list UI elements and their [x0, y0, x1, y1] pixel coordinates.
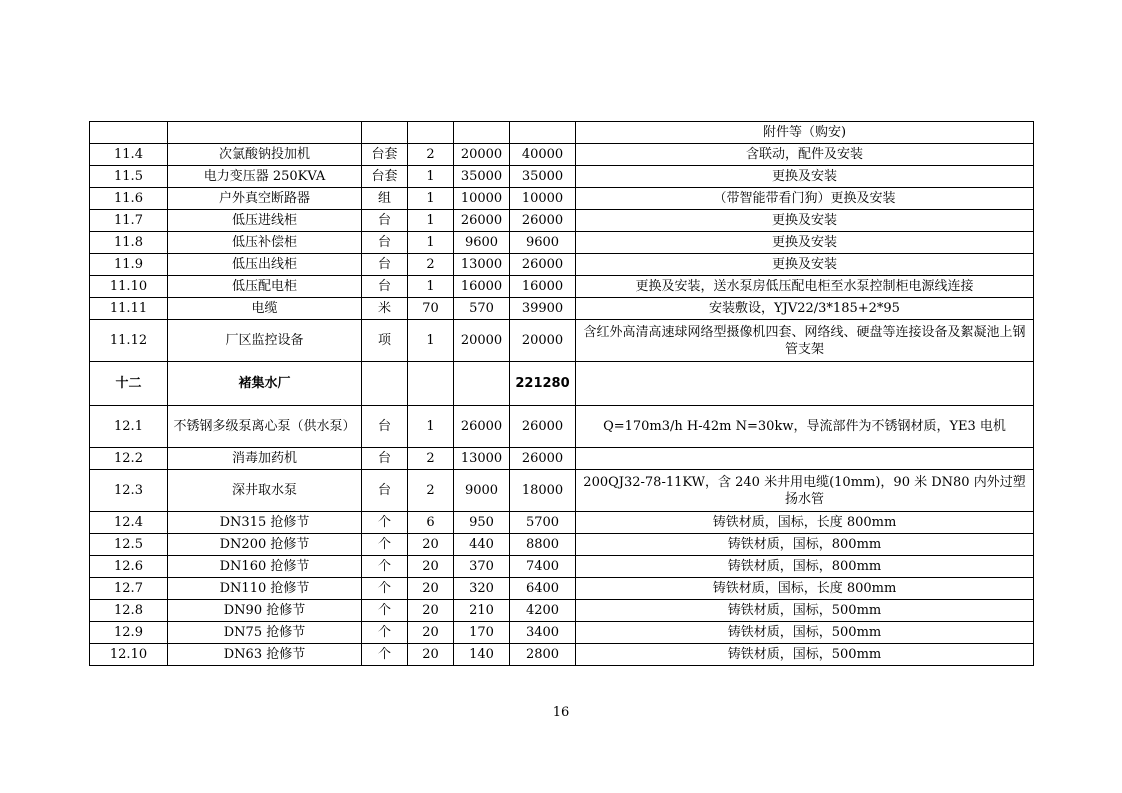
- unit-cell: 台: [362, 406, 408, 448]
- item-number-cell: 12.8: [90, 600, 168, 622]
- unit-price-cell: 950: [454, 512, 510, 534]
- total-price-cell: 8800: [510, 534, 576, 556]
- total-price-cell: [510, 122, 576, 144]
- quantity-cell: 2: [408, 254, 454, 276]
- total-price-cell: 20000: [510, 320, 576, 362]
- unit-cell: 组: [362, 188, 408, 210]
- table-row: [90, 298, 1034, 320]
- unit-cell: 台: [362, 470, 408, 512]
- item-number-cell: 十二: [90, 362, 168, 406]
- total-price-cell: 35000: [510, 166, 576, 188]
- unit-price-cell: 13000: [454, 448, 510, 470]
- item-name-cell: 电缆: [168, 298, 362, 320]
- quantity-cell: [408, 362, 454, 406]
- unit-price-cell: 26000: [454, 210, 510, 232]
- item-number-cell: 12.5: [90, 534, 168, 556]
- item-name-cell: 低压补偿柜: [168, 232, 362, 254]
- item-name-cell: DN75 抢修节: [168, 622, 362, 644]
- item-number-cell: 12.6: [90, 556, 168, 578]
- total-price-cell: 10000: [510, 188, 576, 210]
- unit-cell: 个: [362, 578, 408, 600]
- unit-cell: 个: [362, 512, 408, 534]
- quantity-cell: 20: [408, 644, 454, 666]
- quantity-cell: 1: [408, 406, 454, 448]
- item-name-cell: 低压出线柜: [168, 254, 362, 276]
- item-number-cell: 12.2: [90, 448, 168, 470]
- total-price-cell: 7400: [510, 556, 576, 578]
- unit-price-cell: 13000: [454, 254, 510, 276]
- total-price-cell: 39900: [510, 298, 576, 320]
- item-number-cell: 11.10: [90, 276, 168, 298]
- unit-price-cell: 16000: [454, 276, 510, 298]
- quantity-cell: 1: [408, 276, 454, 298]
- unit-cell: 个: [362, 600, 408, 622]
- item-name-cell: 褚集水厂: [168, 362, 362, 406]
- unit-price-cell: 10000: [454, 188, 510, 210]
- item-name-cell: DN90 抢修节: [168, 600, 362, 622]
- total-price-cell: 18000: [510, 470, 576, 512]
- unit-price-cell: 9000: [454, 470, 510, 512]
- remarks-cell: 铸铁材质，国标，500mm: [576, 644, 1034, 666]
- remarks-cell: 附件等（购安): [576, 122, 1034, 144]
- total-price-cell: 221280: [510, 362, 576, 406]
- total-price-cell: 9600: [510, 232, 576, 254]
- table-row: [90, 556, 1034, 578]
- quantity-cell: 2: [408, 448, 454, 470]
- item-name-cell: DN200 抢修节: [168, 534, 362, 556]
- unit-cell: 个: [362, 534, 408, 556]
- remarks-cell: 铸铁材质，国标，500mm: [576, 600, 1034, 622]
- item-number-cell: 12.3: [90, 470, 168, 512]
- unit-cell: 台: [362, 232, 408, 254]
- quantity-cell: 1: [408, 188, 454, 210]
- remarks-cell: 铸铁材质，国标，800mm: [576, 534, 1034, 556]
- unit-cell: 台: [362, 448, 408, 470]
- item-name-cell: 不锈钢多级泵离心泵（供水泵）: [168, 406, 362, 448]
- table-row: [90, 512, 1034, 534]
- remarks-cell: 200QJ32-78-11KW，含 240 米井用电缆(10mm)，90 米 DN80 内外过塑扬水管: [576, 470, 1034, 512]
- item-number-cell: 11.12: [90, 320, 168, 362]
- remarks-cell: 安装敷设，YJV22/3*185+2*95: [576, 298, 1034, 320]
- table-row: [90, 210, 1034, 232]
- item-number-cell: 11.9: [90, 254, 168, 276]
- table-row: [90, 470, 1034, 512]
- unit-price-cell: 210: [454, 600, 510, 622]
- item-name-cell: 低压配电柜: [168, 276, 362, 298]
- item-number-cell: 11.6: [90, 188, 168, 210]
- quantity-cell: 20: [408, 622, 454, 644]
- table-row: [90, 254, 1034, 276]
- quantity-cell: 20: [408, 600, 454, 622]
- quantity-cell: 2: [408, 144, 454, 166]
- table-row: [90, 600, 1034, 622]
- table-row: [90, 166, 1034, 188]
- unit-price-cell: 370: [454, 556, 510, 578]
- table-row: [90, 448, 1034, 470]
- unit-cell: 项: [362, 320, 408, 362]
- unit-price-cell: 440: [454, 534, 510, 556]
- unit-cell: 个: [362, 556, 408, 578]
- item-name-cell: DN160 抢修节: [168, 556, 362, 578]
- table-row: [90, 644, 1034, 666]
- item-name-cell: DN63 抢修节: [168, 644, 362, 666]
- unit-cell: 个: [362, 644, 408, 666]
- item-name-cell: 次氯酸钠投加机: [168, 144, 362, 166]
- total-price-cell: 5700: [510, 512, 576, 534]
- section-header-row: [90, 362, 1034, 406]
- table-row: [90, 232, 1034, 254]
- total-price-cell: 26000: [510, 448, 576, 470]
- unit-price-cell: 170: [454, 622, 510, 644]
- item-name-cell: 低压进线柜: [168, 210, 362, 232]
- item-number-cell: 11.4: [90, 144, 168, 166]
- remarks-cell: Q=170m3/h H-42m N=30kw，导流部件为不锈钢材质，YE3 电机: [576, 406, 1034, 448]
- unit-cell: 台套: [362, 144, 408, 166]
- unit-price-cell: [454, 122, 510, 144]
- unit-price-cell: 20000: [454, 144, 510, 166]
- remarks-cell: （带智能带看门狗）更换及安装: [576, 188, 1034, 210]
- total-price-cell: 6400: [510, 578, 576, 600]
- unit-price-cell: 26000: [454, 406, 510, 448]
- total-price-cell: 40000: [510, 144, 576, 166]
- unit-price-cell: 570: [454, 298, 510, 320]
- unit-price-cell: 140: [454, 644, 510, 666]
- remarks-cell: 铸铁材质，国标，长度 800mm: [576, 578, 1034, 600]
- remarks-cell: 更换及安装，送水泵房低压配电柜至水泵控制柜电源线连接: [576, 276, 1034, 298]
- remarks-cell: 更换及安装: [576, 254, 1034, 276]
- total-price-cell: 4200: [510, 600, 576, 622]
- table-row: [90, 122, 1034, 144]
- total-price-cell: 26000: [510, 210, 576, 232]
- item-number-cell: 12.10: [90, 644, 168, 666]
- unit-cell: [362, 122, 408, 144]
- unit-cell: 台套: [362, 166, 408, 188]
- quantity-cell: 1: [408, 232, 454, 254]
- remarks-cell: 铸铁材质，国标，长度 800mm: [576, 512, 1034, 534]
- table-row: [90, 622, 1034, 644]
- item-number-cell: 11.7: [90, 210, 168, 232]
- item-number-cell: 11.11: [90, 298, 168, 320]
- quantity-cell: 20: [408, 556, 454, 578]
- quantity-cell: 1: [408, 320, 454, 362]
- remarks-cell: 铸铁材质，国标，500mm: [576, 622, 1034, 644]
- unit-cell: 台: [362, 276, 408, 298]
- item-name-cell: [168, 122, 362, 144]
- unit-price-cell: [454, 362, 510, 406]
- remarks-cell: [576, 362, 1034, 406]
- unit-cell: [362, 362, 408, 406]
- quantity-cell: 70: [408, 298, 454, 320]
- unit-price-cell: 320: [454, 578, 510, 600]
- quantity-cell: 20: [408, 534, 454, 556]
- item-number-cell: 11.5: [90, 166, 168, 188]
- item-name-cell: DN110 抢修节: [168, 578, 362, 600]
- unit-cell: 个: [362, 622, 408, 644]
- quantity-cell: 6: [408, 512, 454, 534]
- item-name-cell: 消毒加药机: [168, 448, 362, 470]
- table-row: [90, 188, 1034, 210]
- unit-price-cell: 9600: [454, 232, 510, 254]
- remarks-cell: 铸铁材质，国标，800mm: [576, 556, 1034, 578]
- remarks-cell: 更换及安装: [576, 166, 1034, 188]
- item-number-cell: 12.1: [90, 406, 168, 448]
- total-price-cell: 26000: [510, 254, 576, 276]
- item-number-cell: [90, 122, 168, 144]
- table-row: [90, 276, 1034, 298]
- table-row: [90, 534, 1034, 556]
- total-price-cell: 2800: [510, 644, 576, 666]
- unit-cell: 台: [362, 210, 408, 232]
- page-number: 16: [552, 705, 570, 720]
- table-row: [90, 144, 1034, 166]
- equipment-cost-table: [89, 121, 1034, 666]
- remarks-cell: 更换及安装: [576, 232, 1034, 254]
- table-row: [90, 406, 1034, 448]
- quantity-cell: 2: [408, 470, 454, 512]
- total-price-cell: 3400: [510, 622, 576, 644]
- item-name-cell: 电力变压器 250KVA: [168, 166, 362, 188]
- quantity-cell: 20: [408, 578, 454, 600]
- item-name-cell: 深井取水泵: [168, 470, 362, 512]
- item-number-cell: 12.4: [90, 512, 168, 534]
- remarks-cell: 含联动，配件及安装: [576, 144, 1034, 166]
- table-body: [90, 122, 1034, 666]
- quantity-cell: 1: [408, 166, 454, 188]
- unit-cell: 台: [362, 254, 408, 276]
- unit-price-cell: 35000: [454, 166, 510, 188]
- table-row: [90, 578, 1034, 600]
- remarks-cell: 更换及安装: [576, 210, 1034, 232]
- item-name-cell: 户外真空断路器: [168, 188, 362, 210]
- remarks-cell: [576, 448, 1034, 470]
- quantity-cell: [408, 122, 454, 144]
- item-name-cell: 厂区监控设备: [168, 320, 362, 362]
- unit-price-cell: 20000: [454, 320, 510, 362]
- total-price-cell: 26000: [510, 406, 576, 448]
- item-name-cell: DN315 抢修节: [168, 512, 362, 534]
- total-price-cell: 16000: [510, 276, 576, 298]
- unit-cell: 米: [362, 298, 408, 320]
- item-number-cell: 12.9: [90, 622, 168, 644]
- table-row: [90, 320, 1034, 362]
- quantity-cell: 1: [408, 210, 454, 232]
- item-number-cell: 11.8: [90, 232, 168, 254]
- item-number-cell: 12.7: [90, 578, 168, 600]
- remarks-cell: 含红外高清高速球网络型摄像机四套、网络线、硬盘等连接设备及絮凝池上钢管支架: [576, 320, 1034, 362]
